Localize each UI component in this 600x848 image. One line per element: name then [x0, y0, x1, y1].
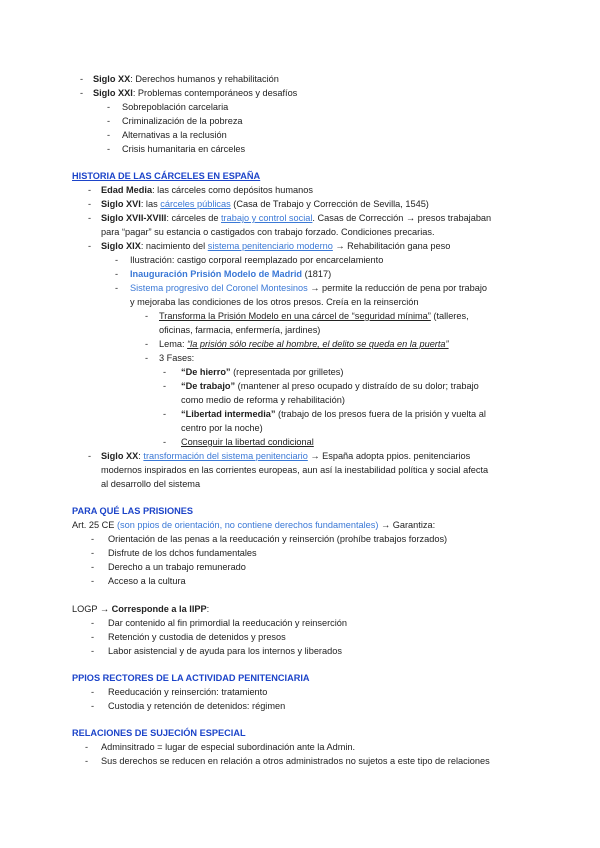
xxi-sub-item: Alternativas a la reclusión — [122, 130, 227, 140]
fase-libertad-intermedia: “Libertad intermedia” (trabajo de los presos fuera de la prisión y vuelta al — [181, 409, 486, 419]
list-dash: - — [88, 451, 92, 461]
fases-label: 3 Fases: — [159, 353, 195, 363]
list-dash: - — [163, 437, 167, 447]
section-heading-ppios: PPIOS RECTORES DE LA ACTIVIDAD PENITENCIARIA — [72, 673, 310, 683]
list-dash: - — [115, 269, 119, 279]
fase-libertad-continuation: centro por la noche) — [181, 423, 263, 433]
fase-trabajo-continuation: como medio de reforma y rehabilitación) — [181, 395, 345, 405]
list-dash: - — [88, 185, 92, 195]
siglo-xx-continuation: al desarrollo del sistema — [101, 479, 201, 489]
list-dash: - — [145, 339, 149, 349]
siglo-xx-item: Siglo XX: Derechos humanos y rehabilitación — [93, 74, 279, 84]
list-dash: - — [91, 576, 95, 586]
xix-montesinos: Sistema progresivo del Coronel Montesinos → permite la reducción de pena por trabajo — [130, 283, 487, 293]
siglo-xvii-item: Siglo XVII-XVIII: cárceles de trabajo y control social. Casas de Corrección → presos trabajaban — [101, 213, 492, 223]
logp-line: LOGP → Corresponde a la IIPP: — [72, 604, 210, 614]
section-heading-para-que: PARA QUÉ LAS PRISIONES — [72, 506, 193, 516]
list-dash: - — [163, 381, 167, 391]
siglo-xvi-item: Siglo XVI: las cárceles públicas (Casa de Trabajo y Corrección de Sevilla, 1545) — [101, 199, 429, 209]
list-dash: - — [163, 367, 167, 377]
ppios-item: Custodia y retención de detenidos: régimen — [108, 701, 286, 711]
list-dash: - — [91, 701, 95, 711]
siglo-xix-item: Siglo XIX: nacimiento del sistema penitenciario moderno → Rehabilitación gana peso — [101, 241, 451, 251]
list-dash: - — [107, 130, 111, 140]
list-dash: - — [107, 102, 111, 112]
list-dash: - — [107, 144, 111, 154]
bold-term: Siglo XX — [93, 74, 131, 84]
xix-ilustracion: Ilustración: castigo corporal reemplazado por encarcelamiento — [130, 255, 384, 265]
logp-item: Labor asistencial y de ayuda para los internos y liberados — [108, 646, 342, 656]
link-carceles-publicas[interactable]: cárceles públicas — [160, 199, 231, 209]
xix-montesinos-continuation: y mejoraba las condiciones de los otros presos. Creía en la reinserción — [130, 297, 419, 307]
siglo-xx-historia-item: Siglo XX: transformación del sistema penitenciario → España adopta ppios. penitenciarios — [101, 451, 471, 461]
list-dash: - — [145, 353, 149, 363]
siglo-xx-continuation: modernos inspirados en las corrientes europeas, aun así la inestabilidad política y social afecta — [101, 465, 489, 475]
list-dash: - — [91, 562, 95, 572]
xxi-sub-item: Criminalización de la pobreza — [122, 116, 243, 126]
section-heading-relaciones: RELACIONES DE SUJECIÓN ESPECIAL — [72, 728, 246, 738]
list-dash: - — [115, 283, 119, 293]
link-montesinos[interactable]: Sistema progresivo del Coronel Montesinos — [130, 283, 308, 293]
art-25-ce: Art. 25 CE (son ppios de orientación, no contiene derechos fundamentales) → Garantiza: — [72, 520, 436, 530]
link-transformacion-sistema[interactable]: transformación del sistema penitenciario — [143, 451, 308, 461]
list-dash: - — [145, 311, 149, 321]
list-dash: - — [91, 632, 95, 642]
list-dash: - — [91, 646, 95, 656]
link-trabajo-control-social[interactable]: trabajo y control social — [221, 213, 313, 223]
transforma-continuation: oficinas, farmacia, enfermería, jardines) — [159, 325, 321, 335]
list-dash: - — [85, 742, 89, 752]
ppios-item: Reeducación y reinserción: tratamiento — [108, 687, 268, 697]
relaciones-item: Adminsitrado = lugar de especial subordinación ante la Admin. — [101, 742, 356, 752]
garantia-item: Derecho a un trabajo remunerado — [108, 562, 246, 572]
list-dash: - — [91, 687, 95, 697]
section-heading-historia: HISTORIA DE LAS CÁRCELES EN ESPAÑA — [72, 171, 261, 181]
list-dash: - — [85, 756, 89, 766]
list-dash: - — [91, 534, 95, 544]
list-dash: - — [88, 241, 92, 251]
link-sistema-penitenciario-moderno[interactable]: sistema penitenciario moderno — [207, 241, 333, 251]
list-dash: - — [115, 255, 119, 265]
xix-prision-modelo: Inauguración Prisión Modelo de Madrid (1817) — [130, 269, 332, 279]
siglo-xxi-item: Siglo XXI: Problemas contemporáneos y desafíos — [93, 88, 298, 98]
garantia-item: Disfrute de los dchos fundamentales — [108, 548, 257, 558]
list-dash: - — [91, 618, 95, 628]
transforma-item: Transforma la Prisión Modelo en una cárcel de “seguridad mínima” (talleres, — [159, 311, 469, 321]
link-prision-modelo[interactable]: Inauguración Prisión Modelo de Madrid — [130, 269, 303, 279]
list-dash: - — [163, 409, 167, 419]
list-dash: - — [107, 116, 111, 126]
fase-libertad-condicional: Conseguir la libertad condicional — [181, 437, 314, 447]
relaciones-item: Sus derechos se reducen en relación a otros administrados no sujetos a este tipo de relaciones — [101, 756, 490, 766]
list-dash: - — [80, 88, 84, 98]
logp-item: Dar contenido al fin primordial la reeducación y reinserción — [108, 618, 347, 628]
garantia-item: Orientación de las penas a la reeducación y reinserción (prohíbe trabajos forzados) — [108, 534, 448, 544]
bold-term: Siglo XXI — [93, 88, 133, 98]
siglo-xvii-continuation: para “pagar” su estancia o castigados con trabajo forzado. Condiciones precarias. — [101, 227, 435, 237]
list-dash: - — [88, 199, 92, 209]
list-dash: - — [88, 213, 92, 223]
edad-media-item: Edad Media: las cárceles como depósitos humanos — [101, 185, 313, 195]
xxi-sub-item: Crisis humanitaria en cárceles — [122, 144, 246, 154]
garantia-item: Acceso a la cultura — [108, 576, 186, 586]
list-dash: - — [91, 548, 95, 558]
fase-hierro: “De hierro” (representada por grilletes) — [181, 367, 344, 377]
xxi-sub-item: Sobrepoblación carcelaria — [122, 102, 229, 112]
logp-item: Retención y custodia de detenidos y presos — [108, 632, 286, 642]
lema-item: Lema: “la prisión sólo recibe al hombre, el delito se queda en la puerta” — [159, 339, 449, 349]
fase-trabajo: “De trabajo” (mantener al preso ocupado y distraído de su dolor; trabajo — [181, 381, 479, 391]
list-dash: - — [80, 74, 84, 84]
